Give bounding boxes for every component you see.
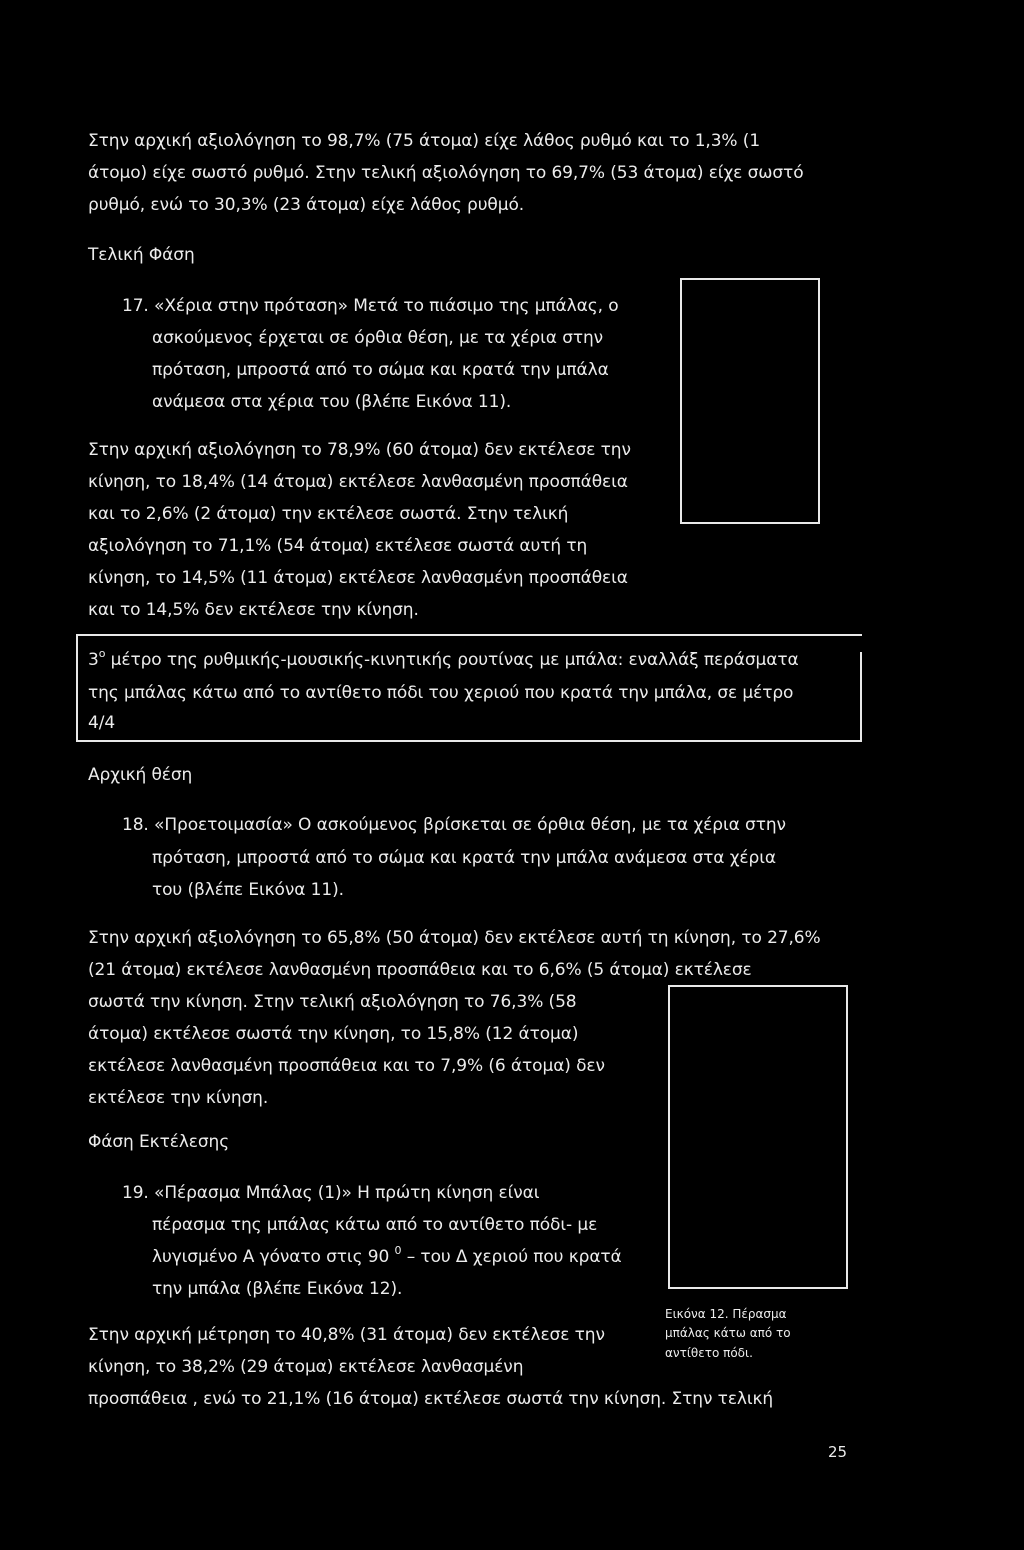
- measure-ordinal: ο: [98, 647, 106, 660]
- paragraph-line: Στην αρχική αξιολόγηση το 98,7% (75 άτομα) είχε λάθος ρυθμό και το 1,3% (1: [88, 131, 761, 151]
- list-item-line: 17. «Χέρια στην πρόταση» Μετά το πιάσιμο της μπάλας, ο: [122, 296, 619, 316]
- list-item-text: – του Δ χεριού που κρατά: [401, 1247, 622, 1267]
- figure-12-caption-line: αντίθετο πόδι.: [665, 1346, 753, 1360]
- paragraph-line: Στην αρχική αξιολόγηση το 65,8% (50 άτομα) δεν εκτέλεσε αυτή τη κίνηση, το 27,6%: [88, 928, 821, 948]
- page-number: 25: [828, 1443, 847, 1461]
- measure-title-line: [88, 647, 799, 672]
- measure-number: 3: [88, 650, 99, 670]
- box-left-rule: [76, 634, 78, 742]
- list-item-line: ασκούμενος έρχεται σε όρθια θέση, με τα χέρια στην: [152, 328, 604, 348]
- list-item-line: 19. «Πέρασμα Μπάλας (1)» Η πρώτη κίνηση είναι: [122, 1183, 540, 1203]
- paragraph-line: (21 άτομα) εκτέλεσε λανθασμένη προσπάθεια και το 6,6% (5 άτομα) εκτέλεσε: [88, 960, 752, 980]
- box-right-rule: [860, 652, 862, 742]
- list-item-line: [152, 1244, 622, 1269]
- measure-line: 4/4: [88, 713, 116, 733]
- paragraph-line: Στην αρχική αξιολόγηση το 78,9% (60 άτομα) δεν εκτέλεσε την: [88, 440, 631, 460]
- paragraph-line: κίνηση, το 18,4% (14 άτομα) εκτέλεσε λανθασμένη προσπάθεια: [88, 472, 628, 492]
- paragraph-line: κίνηση, το 14,5% (11 άτομα) εκτέλεσε λανθασμένη προσπάθεια: [88, 568, 628, 588]
- section-heading-execution-phase: Φάση Εκτέλεσης: [88, 1132, 230, 1152]
- figure-11-image: [680, 278, 820, 524]
- list-item-line: πρόταση, μπροστά από το σώμα και κρατά την μπάλα ανάμεσα στα χέρια: [152, 848, 776, 868]
- paragraph-line: και το 2,6% (2 άτομα) την εκτέλεσε σωστά. Στην τελική: [88, 504, 569, 524]
- paragraph-line: Στην αρχική μέτρηση το 40,8% (31 άτομα) δεν εκτέλεσε την: [88, 1325, 605, 1345]
- measure-line: της μπάλας κάτω από το αντίθετο πόδι του χεριού που κρατά την μπάλα, σε μέτρο: [88, 683, 794, 703]
- paragraph-line: αξιολόγηση το 71,1% (54 άτομα) εκτέλεσε σωστά αυτή τη: [88, 536, 588, 556]
- paragraph-line: άτομα) εκτέλεσε σωστά την κίνηση, το 15,8% (12 άτομα): [88, 1024, 579, 1044]
- figure-12-image: [668, 985, 848, 1289]
- list-item-line: του (βλέπε Εικόνα 11).: [152, 880, 344, 900]
- list-item-text: λυγισμένο Α γόνατο στις 90: [152, 1247, 395, 1267]
- section-heading-final-phase: Τελική Φάση: [88, 245, 195, 265]
- paragraph-line: σωστά την κίνηση. Στην τελική αξιολόγηση το 76,3% (58: [88, 992, 577, 1012]
- degree-superscript: 0: [394, 1244, 402, 1257]
- figure-12-caption-line: μπάλας κάτω από το: [665, 1326, 791, 1340]
- figure-12-caption-line: Εικόνα 12. Πέρασμα: [665, 1307, 787, 1321]
- list-item-line: την μπάλα (βλέπε Εικόνα 12).: [152, 1279, 403, 1299]
- paragraph-line: εκτέλεσε την κίνηση.: [88, 1088, 269, 1108]
- paragraph-line: άτομο) είχε σωστό ρυθμό. Στην τελική αξιολόγηση το 69,7% (53 άτομα) είχε σωστό: [88, 163, 804, 183]
- paragraph-line: εκτέλεσε λανθασμένη προσπάθεια και το 7,9% (6 άτομα) δεν: [88, 1056, 605, 1076]
- section-heading-initial-position: Αρχική θέση: [88, 765, 193, 785]
- list-item-line: 18. «Προετοιμασία» Ο ασκούμενος βρίσκεται σε όρθια θέση, με τα χέρια στην: [122, 815, 786, 835]
- list-item-line: πρόταση, μπροστά από το σώμα και κρατά την μπάλα: [152, 360, 609, 380]
- paragraph-line: ρυθμό, ενώ το 30,3% (23 άτομα) είχε λάθος ρυθμό.: [88, 195, 525, 215]
- box-top-rule: [76, 634, 862, 636]
- measure-title-text: μέτρο της ρυθμικής-μουσικής-κινητικής ρουτίνας με μπάλα: εναλλάξ περάσματα: [105, 650, 799, 670]
- list-item-line: πέρασμα της μπάλας κάτω από το αντίθετο πόδι- με: [152, 1215, 598, 1235]
- list-item-line: ανάμεσα στα χέρια του (βλέπε Εικόνα 11).: [152, 392, 512, 412]
- paragraph-line: και το 14,5% δεν εκτέλεσε την κίνηση.: [88, 600, 419, 620]
- box-bottom-rule: [76, 740, 862, 742]
- paragraph-line: προσπάθεια , ενώ το 21,1% (16 άτομα) εκτέλεσε σωστά την κίνηση. Στην τελική: [88, 1389, 774, 1409]
- paragraph-line: κίνηση, το 38,2% (29 άτομα) εκτέλεσε λανθασμένη: [88, 1357, 524, 1377]
